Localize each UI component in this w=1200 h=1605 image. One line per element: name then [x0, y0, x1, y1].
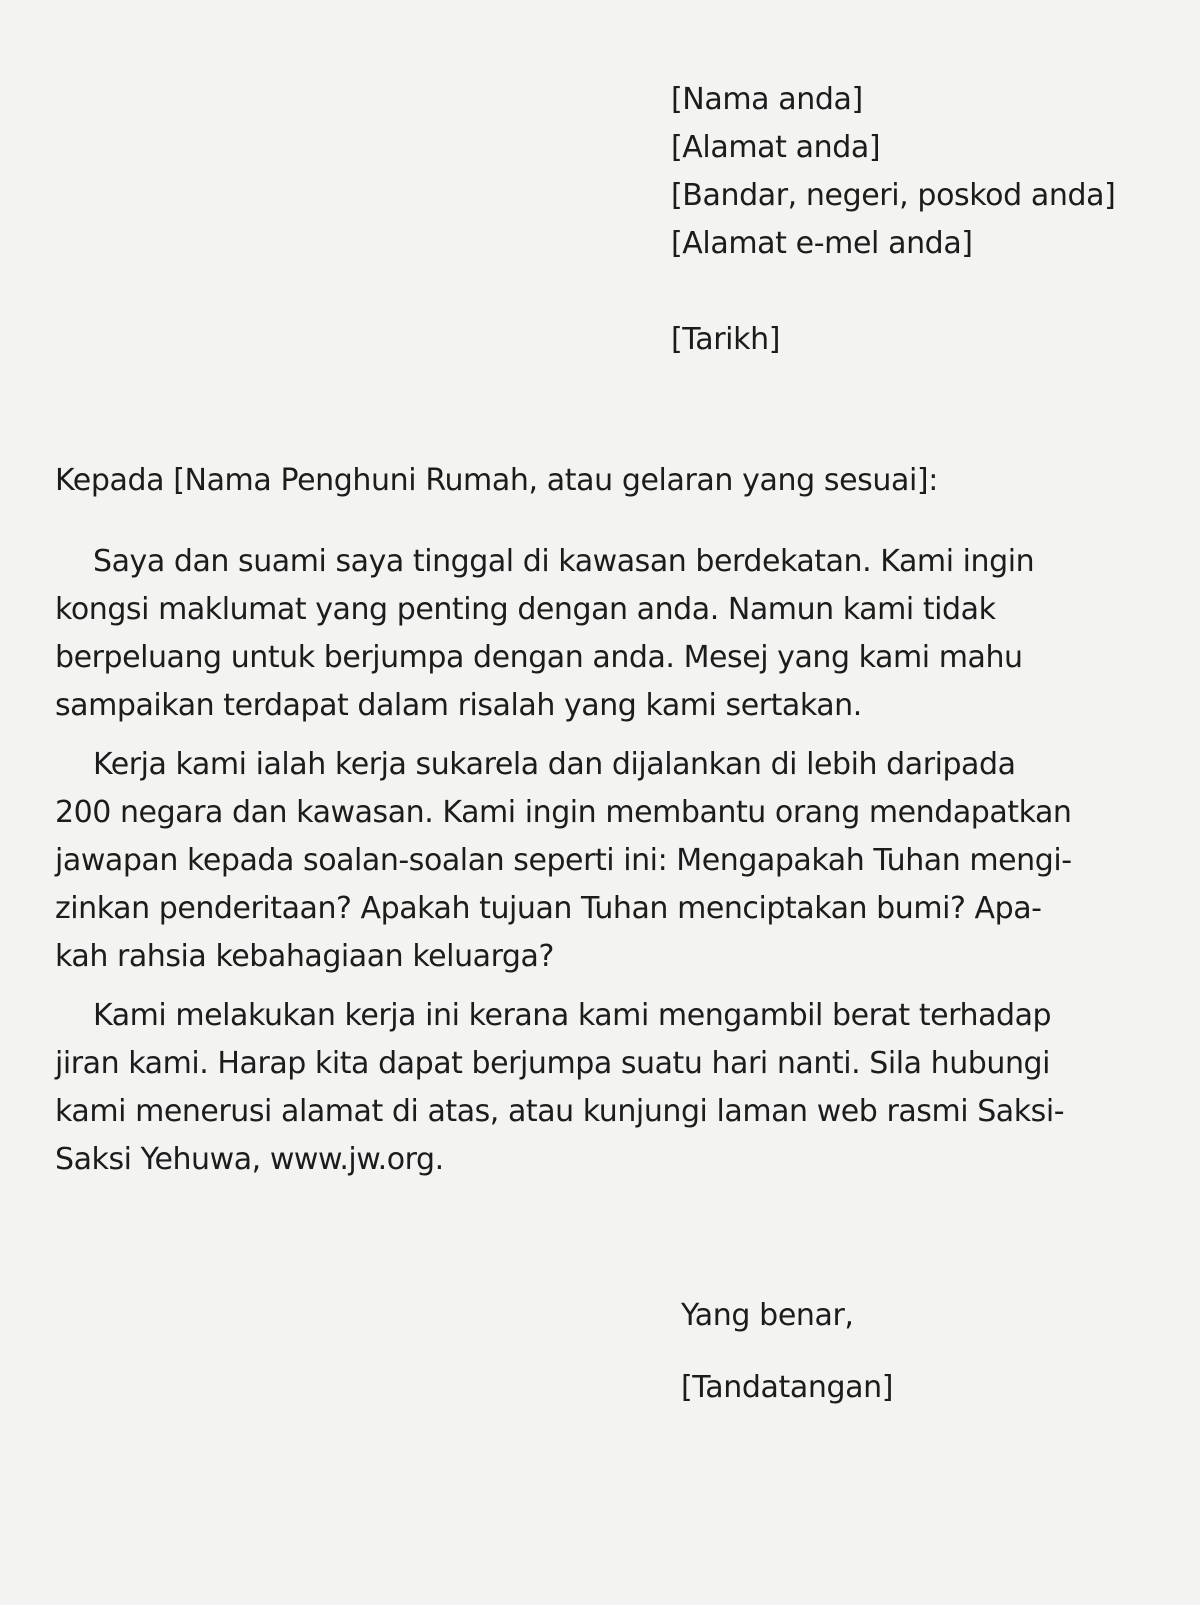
body-line: berpeluang untuk berjumpa dengan anda. Mesej yang kami mahu: [55, 640, 1023, 675]
body-line: kami menerusi alamat di atas, atau kunjungi laman web rasmi Saksi-: [55, 1094, 1065, 1129]
body-line: Kerja kami ialah kerja sukarela dan dijalankan di lebih daripada: [93, 747, 1016, 782]
body-line: jiran kami. Harap kita dapat berjumpa suatu hari nanti. Sila hubungi: [55, 1046, 1050, 1081]
body-line: sampaikan terdapat dalam risalah yang kami sertakan.: [55, 688, 862, 723]
body-line: 200 negara dan kawasan. Kami ingin membantu orang mendapatkan: [55, 795, 1072, 830]
sender-address: [Alamat anda]: [671, 130, 881, 165]
sender-name: [Nama anda]: [671, 82, 863, 117]
letter-date: [Tarikh]: [671, 322, 781, 357]
body-line: jawapan kepada soalan-soalan seperti ini: Mengapakah Tuhan mengi-: [55, 843, 1072, 878]
closing: Yang benar,: [681, 1298, 854, 1333]
sender-block: [671, 76, 1191, 268]
sender-email: [Alamat e-mel anda]: [671, 226, 973, 261]
body-line: Saya dan suami saya tinggal di kawasan berdekatan. Kami ingin: [93, 544, 1035, 579]
paragraph-1: [55, 538, 1140, 730]
letter-body: [55, 538, 1140, 1195]
body-line: Kami melakukan kerja ini kerana kami mengambil berat terhadap: [93, 998, 1052, 1033]
body-line: kah rahsia kebahagiaan keluarga?: [55, 939, 554, 974]
paragraph-3: [55, 992, 1140, 1184]
sender-city: [Bandar, negeri, poskod anda]: [671, 178, 1116, 213]
body-line: kongsi maklumat yang penting dengan anda. Namun kami tidak: [55, 592, 996, 627]
body-line: zinkan penderitaan? Apakah tujuan Tuhan menciptakan bumi? Apa-: [55, 891, 1042, 926]
body-line: Saksi Yehuwa, www.jw.org.: [55, 1142, 444, 1177]
paragraph-2: [55, 741, 1140, 981]
salutation: Kepada [Nama Penghuni Rumah, atau gelaran yang sesuai]:: [55, 463, 938, 498]
signature: [Tandatangan]: [681, 1370, 893, 1405]
